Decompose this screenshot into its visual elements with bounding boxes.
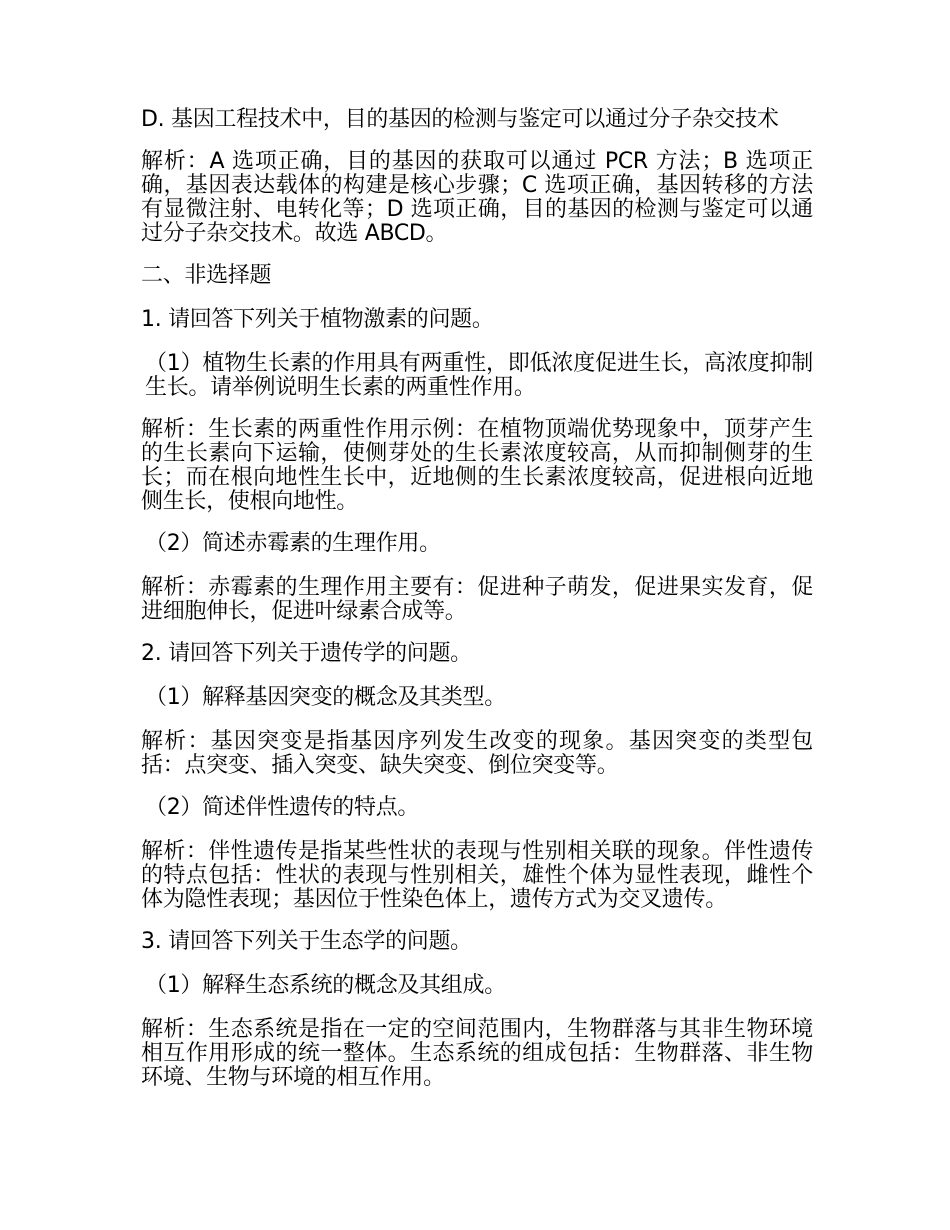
question-1-part-2: （2）简述赤霉素的生理作用。 [145,531,441,556]
analysis-question-2-part-2: 解析：伴性遗传是指某些性状的表现与性别相关联的现象。伴性遗传的特点包括：性状的表现与性别相关，雄性个体为显性表现，雌性个体为隐性表现；基因位于性染色体上，遗传方式为交叉遗传。 [141,839,813,912]
document-page [141,108,813,1108]
analysis-question-1-part-1: 解析：生长素的两重性作用示例：在植物顶端优势现象中，顶芽产生的生长素向下运输，使侧芽处的生长素浓度较高，从而抑制侧芽的生长；而在根向地性生长中，近地侧的生长素浓度较高，促进根向近地侧生长，使根向地性。 [141,417,813,514]
analysis-question-1-part-2: 解析：赤霉素的生理作用主要有：促进种子萌发，促进果实发育，促进细胞伸长，促进叶绿素合成等。 [141,575,813,624]
question-3-part-1: （1）解释生态系统的概念及其组成。 [145,973,506,998]
section-heading-non-choice: 二、非选择题 [141,263,272,288]
analysis-question-3-part-1: 解析：生态系统是指在一定的空间范围内，生物群落与其非生物环境相互作用形成的统一整体。生态系统的组成包括：生物群落、非生物环境、生物与环境的相互作用。 [141,1017,813,1090]
question-3-title: 3. 请回答下列关于生态学的问题。 [141,929,472,954]
option-d-text: D. 基因工程技术中，目的基因的检测与鉴定可以通过分子杂交技术 [141,107,779,132]
question-2-title: 2. 请回答下列关于遗传学的问题。 [141,641,472,666]
analysis-choice-question: 解析：A 选项正确，目的基因的获取可以通过 PCR 方法；B 选项正确，基因表达载体的构建是核心步骤；C 选项正确，基因转移的方法有显微注射、电转化等；D 选项正确，目的基因的检测与鉴定可以通过分子杂交技术。故选 ABCD。 [141,149,813,246]
question-2-part-1: （1）解释基因突变的概念及其类型。 [145,685,506,710]
question-1-part-1: （1）植物生长素的作用具有两重性，即低浓度促进生长，高浓度抑制生长。请举例说明生长素的两重性作用。 [145,351,813,400]
question-1-title: 1. 请回答下列关于植物激素的问题。 [141,307,494,332]
question-2-part-2: （2）简述伴性遗传的特点。 [145,795,420,820]
analysis-question-2-part-1: 解析：基因突变是指基因序列发生改变的现象。基因突变的类型包括：点突变、插入突变、缺失突变、倒位突变等。 [141,729,813,778]
